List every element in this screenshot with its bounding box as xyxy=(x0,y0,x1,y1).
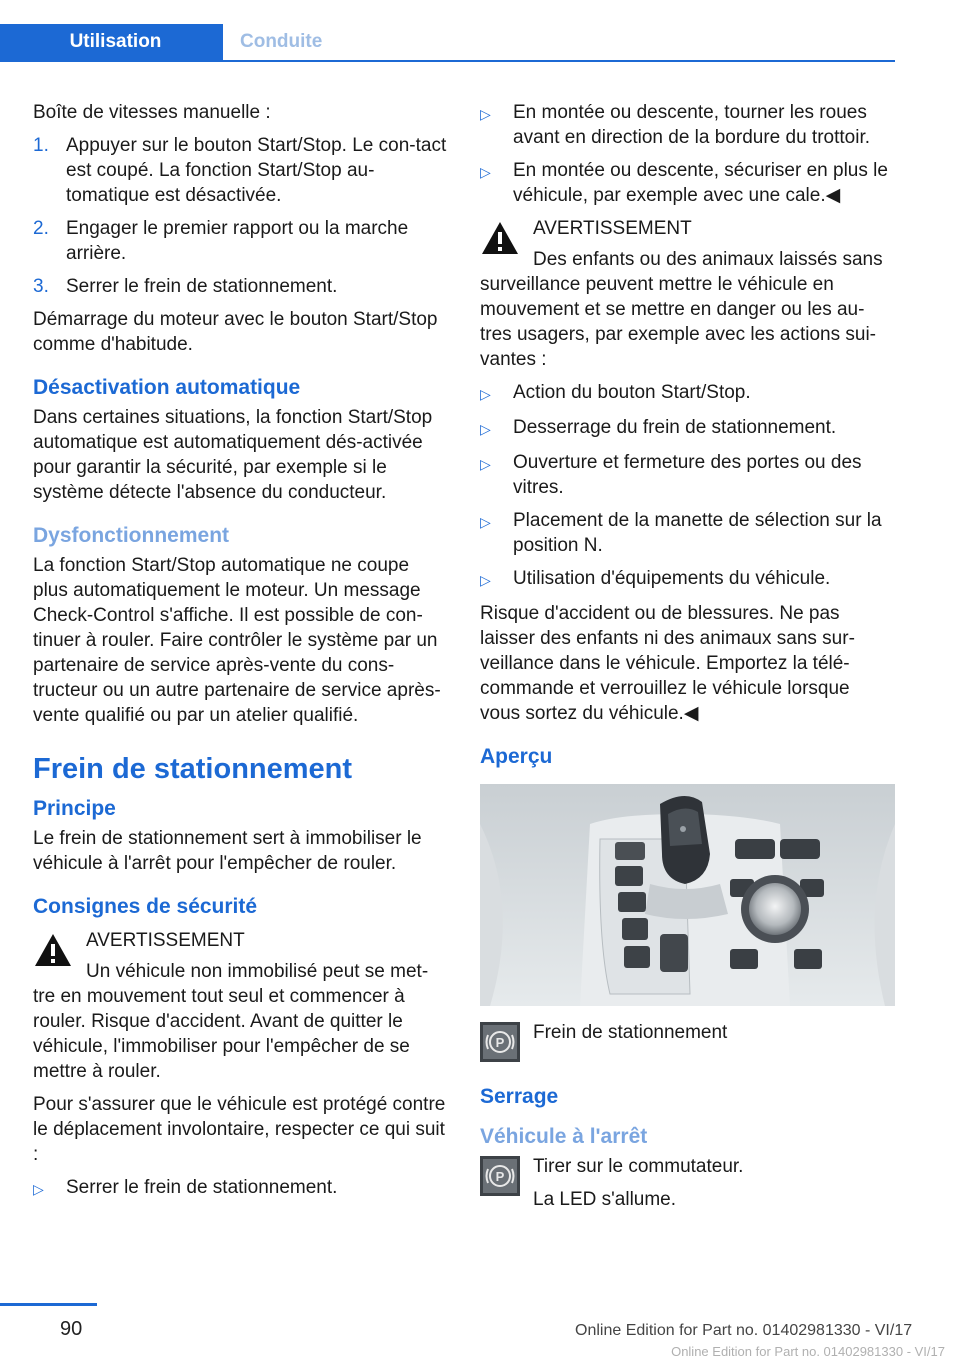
instruction-row xyxy=(480,1154,895,1212)
bullet-triangle-icon: ▷ xyxy=(33,1181,44,1197)
bullet-triangle-icon: ▷ xyxy=(480,421,491,437)
bullet-triangle-icon: ▷ xyxy=(480,456,491,472)
heading-frein-de-stationnement: Frein de stationnement xyxy=(33,753,353,785)
step-item xyxy=(33,274,448,299)
warning-triangle-icon xyxy=(33,932,73,968)
heading-vehicule-arret: Véhicule à l'arrêt xyxy=(480,1125,648,1148)
principe-text: Le frein de stationnement sert à immobiliser le véhicule à l'arrêt pour l'empêcher de rouler. xyxy=(33,828,422,874)
heading-desactivation: Désactivation automatique xyxy=(33,376,301,399)
bullet-text: Desserrage du frein de stationnement. xyxy=(513,417,837,438)
bullet-triangle-icon: ▷ xyxy=(480,164,491,180)
heading-consignes: Consignes de sécurité xyxy=(33,895,258,918)
warning-title: AVERTISSEMENT xyxy=(533,218,692,239)
bullet-triangle-icon: ▷ xyxy=(480,514,491,530)
bullet-text: Ouverture et fermeture des portes ou des vitres. xyxy=(513,452,862,498)
restart-text: Démarrage du moteur avec le bouton Start/Stop comme d'habitude. xyxy=(33,309,438,355)
step-number: 1. xyxy=(33,135,49,156)
pour-text: Pour s'assurer que le véhicule est protégé contre le déplacement involontaire, respecter ce qui suit : xyxy=(33,1094,446,1165)
warning-block xyxy=(480,216,895,372)
step-number: 3. xyxy=(33,276,49,297)
bullet-triangle-icon: ▷ xyxy=(480,572,491,588)
intro-text: Boîte de vitesses manuelle : xyxy=(33,102,271,123)
bullet-item xyxy=(480,566,895,593)
caption-text: Frein de stationnement xyxy=(533,1022,728,1043)
bullet-text: En montée ou descente, sécuriser en plus le véhicule, par exemple avec une cale.◀ xyxy=(513,160,888,206)
warning-title: AVERTISSEMENT xyxy=(86,930,245,951)
bullet-text: En montée ou descente, tourner les roues avant en direction de la bordure du trottoir. xyxy=(513,102,871,148)
risque-text: Risque d'accident ou de blessures. Ne pas laisser des enfants ni des animaux sans sur‐veillance dans le véhicule. Emportez la télé‐commande et verrouillez le véhicule lorsque vous sortez du véhicule.◀ xyxy=(480,603,855,724)
footer-edition: Online Edition for Part no. 01402981330 - VI/17 xyxy=(575,1322,913,1339)
bullet-text: Placement de la manette de sélection sur la position N. xyxy=(513,510,882,556)
bullet-triangle-icon: ▷ xyxy=(480,386,491,402)
bullet-item xyxy=(480,158,895,208)
warning-triangle-icon xyxy=(480,220,520,256)
parking-brake-icon xyxy=(480,1022,520,1062)
page-number: 90 xyxy=(60,1318,83,1340)
bullet-text: Utilisation d'équipements du véhicule. xyxy=(513,568,831,589)
bullet-item xyxy=(480,380,895,407)
bullet-item xyxy=(480,100,895,150)
warning-block xyxy=(33,928,448,1084)
heading-principe: Principe xyxy=(33,797,116,820)
instruction-step: Tirer sur le commutateur. xyxy=(533,1156,744,1177)
desactivation-text: Dans certaines situations, la fonction Start/Stop automatique est automatiquement dés‐activée pour garantir la sécurité, par exemple si le système détecte l'absence du conducteur. xyxy=(33,407,433,503)
bullet-triangle-icon: ▷ xyxy=(480,106,491,122)
watermark: Online Edition for Part no. 01402981330 - VI/17 xyxy=(671,1344,945,1359)
left-column xyxy=(33,100,448,1210)
svg-text:P: P xyxy=(495,1169,505,1184)
center-console-photo xyxy=(480,784,895,1006)
right-column xyxy=(480,100,895,1222)
warning-text: Un véhicule non immobilisé peut se met‐tre en mouvement tout seul et commencer à rouler. Risque d'accident. Avant de quitter le véhicule, l'immobiliser pour l'empêcher de se mettre à rouler. xyxy=(33,961,429,1082)
heading-apercu: Aperçu xyxy=(480,745,553,768)
step-item xyxy=(33,133,448,208)
heading-serrage: Serrage xyxy=(480,1085,559,1108)
instruction-step: La LED s'allume. xyxy=(533,1189,677,1210)
bullet-item xyxy=(480,415,895,442)
warning-text: Des enfants ou des animaux laissés sans surveillance peuvent mettre le véhicule en mouvement et se mettre en danger ou les au‐tres usagers, par exemple avec les actions sui‐vantes : xyxy=(480,249,883,370)
heading-dysfonctionnement: Dysfonctionnement xyxy=(33,524,230,547)
parking-brake-icon xyxy=(480,1156,520,1196)
caption-row xyxy=(480,1020,895,1060)
tab-conduite[interactable]: Conduite xyxy=(240,31,323,52)
footer-rule xyxy=(0,1303,97,1306)
dysfonctionnement-text: La fonction Start/Stop automatique ne coupe plus automatiquement le moteur. Un message Check-Control s'affiche. Il est possible de con‐tinuer à rouler. Faire contrôler le système par un partenaire de service après-vente du cons‐tructeur ou un autre partenaire de service après-vente qualifié ou par un atelier qualifié. xyxy=(33,555,441,726)
bullet-text: Action du bouton Start/Stop. xyxy=(513,382,751,403)
step-text: Appuyer sur le bouton Start/Stop. Le con‐tact est coupé. La fonction Start/Stop au‐tomatique est désactivée. xyxy=(66,135,447,206)
bullet-item xyxy=(480,450,895,500)
svg-text:P: P xyxy=(495,1035,505,1050)
step-text: Engager le premier rapport ou la marche arrière. xyxy=(66,218,409,264)
tab-utilisation[interactable]: Utilisation xyxy=(0,24,223,60)
tab-bar xyxy=(0,24,895,62)
step-number: 2. xyxy=(33,218,49,239)
step-item xyxy=(33,216,448,266)
bullet-text: Serrer le frein de stationnement. xyxy=(66,1177,338,1198)
bullet-item xyxy=(480,508,895,558)
step-text: Serrer le frein de stationnement. xyxy=(66,276,338,297)
bullet-item xyxy=(33,1175,448,1202)
